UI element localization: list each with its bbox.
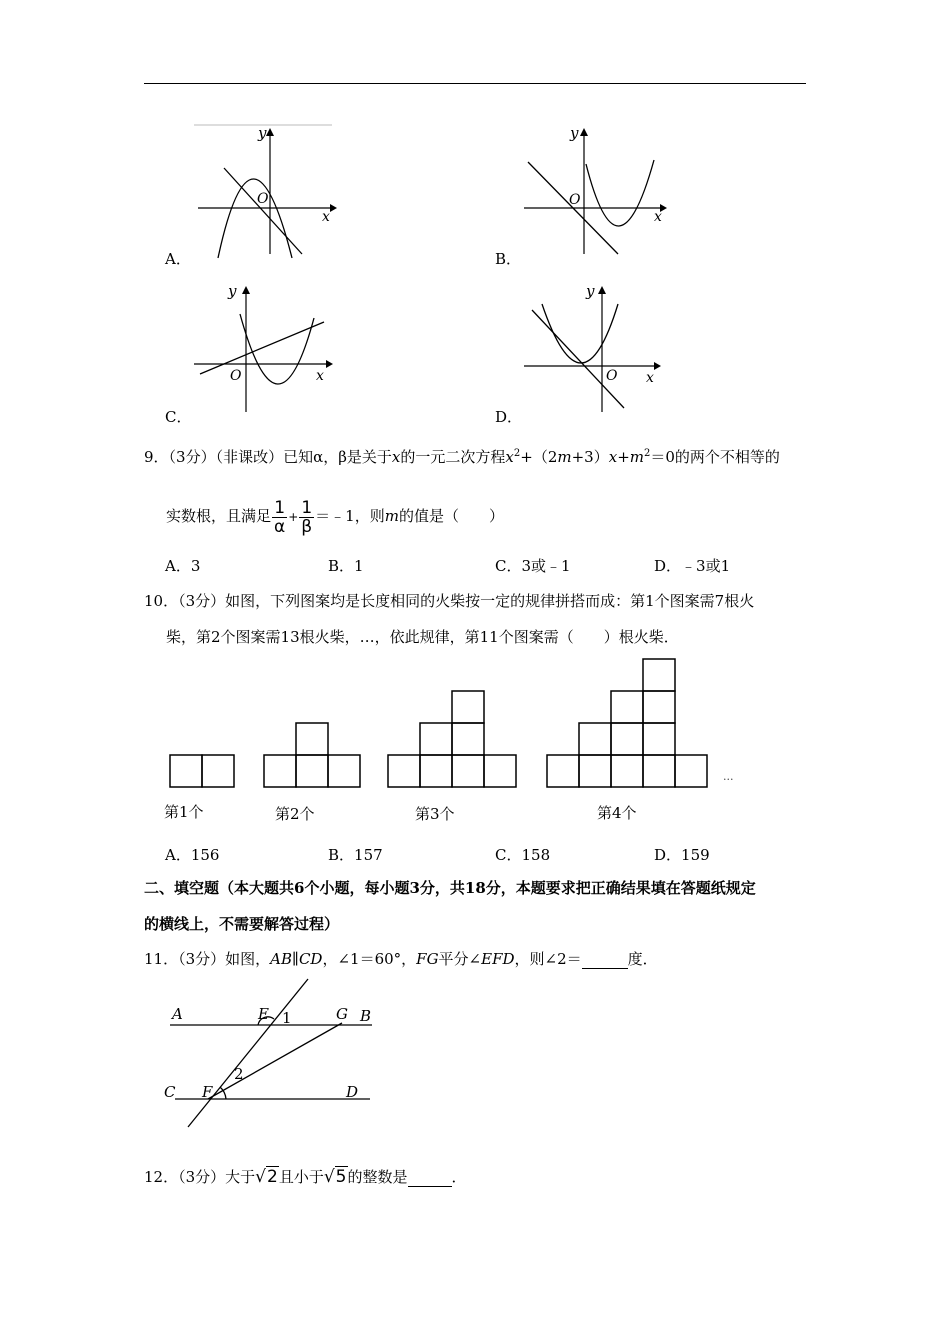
parallel-lines-figure bbox=[160, 975, 390, 1135]
label-2: 2 bbox=[234, 1065, 244, 1083]
q9-option-b: B．1 bbox=[328, 557, 364, 575]
q12-text: 12．（3分）大于√2且小于√5的整数是 ． bbox=[144, 1167, 467, 1187]
q10-option-a: A．156 bbox=[165, 846, 220, 864]
label-b: B bbox=[360, 1007, 372, 1025]
q9-line-1: 9．（3分）（非课改）已知α，β是关于x的一元二次方程$x^2+(2m+3)x+m^2=0$的两个不相等的 bbox=[144, 448, 780, 466]
graph-option-a bbox=[190, 120, 340, 260]
option-d-label: D． bbox=[495, 408, 523, 426]
caption-2: 第2个 bbox=[275, 805, 315, 823]
label-e: E bbox=[258, 1005, 269, 1023]
axis-y-label: y bbox=[228, 282, 237, 300]
label-g: G bbox=[336, 1005, 348, 1023]
option-a-label: A． bbox=[165, 250, 191, 268]
answer-blank[interactable] bbox=[408, 1168, 452, 1187]
origin-label: O bbox=[606, 368, 618, 384]
axis-x-label: x bbox=[322, 209, 330, 225]
caption-4: 第4个 bbox=[597, 804, 637, 822]
graph-option-c bbox=[190, 282, 340, 417]
origin-label: O bbox=[569, 192, 581, 208]
label-d: D bbox=[346, 1083, 359, 1101]
sqrt-2: √2 bbox=[255, 1167, 278, 1187]
axis-x-label: x bbox=[654, 209, 662, 225]
option-c-label: C． bbox=[165, 408, 192, 426]
q10-option-b: B．157 bbox=[328, 846, 383, 864]
sqrt-5: √5 bbox=[323, 1167, 347, 1187]
label-1: 1 bbox=[282, 1009, 292, 1027]
q10-line-1: 10．（3分）如图，下列图案均是长度相同的火柴按一定的规律拼搭而成：第1个图案需7根火 bbox=[144, 592, 755, 610]
section-2-heading-line-2: 的横线上，不需要解答过程） bbox=[144, 915, 340, 933]
q9-option-d: D．﹣3或1 bbox=[654, 557, 731, 575]
fraction-1-over-beta: $\frac{1}{\beta}$ bbox=[301, 497, 313, 537]
caption-3: 第3个 bbox=[415, 805, 455, 823]
axis-y-label: y bbox=[258, 124, 267, 142]
answer-blank[interactable] bbox=[582, 950, 628, 969]
axis-y-label: y bbox=[586, 282, 595, 300]
origin-label: O bbox=[230, 368, 242, 384]
q10-option-d: D．159 bbox=[654, 846, 710, 864]
q9-option-c: C．3或﹣1 bbox=[495, 557, 571, 575]
option-b-label: B． bbox=[495, 250, 522, 268]
section-2-heading-line-1: 二、填空题（本大题共6个小题，每小题3分，共18分，本题要求把正确结果填在答题纸规定 bbox=[144, 879, 756, 897]
axis-y-label: y bbox=[570, 124, 579, 142]
q9-option-a: A．3 bbox=[165, 557, 201, 575]
caption-1: 第1个 bbox=[164, 803, 204, 821]
label-c: C bbox=[164, 1083, 176, 1101]
ellipsis: ... bbox=[723, 770, 734, 783]
origin-label: O bbox=[257, 191, 269, 207]
matchstick-patterns bbox=[160, 655, 760, 830]
label-a: A bbox=[172, 1005, 183, 1023]
q10-option-c: C．158 bbox=[495, 846, 551, 864]
fraction-1-over-alpha: $\frac{1}{\alpha}$ bbox=[274, 497, 286, 537]
axis-x-label: x bbox=[646, 370, 654, 386]
graph-option-d bbox=[520, 282, 670, 417]
q10-line-2: 柴，第2个图案需13根火柴，…，依此规律，第11个图案需（ ）根火柴． bbox=[166, 628, 679, 646]
graph-option-b bbox=[520, 120, 670, 260]
header-rule bbox=[144, 83, 806, 84]
axis-x-label: x bbox=[316, 368, 324, 384]
q11-text: 11．（3分）如图，AB∥CD，∠1＝60°，FG平分∠EFD，则∠2＝ 度． bbox=[144, 950, 658, 968]
q9-line-2: 实数根，且满足 $\frac{1}{\alpha}$ + $\frac{1}{\beta}$ ＝﹣1，则m的值是（ ） bbox=[166, 497, 504, 537]
label-f: F bbox=[202, 1083, 213, 1101]
